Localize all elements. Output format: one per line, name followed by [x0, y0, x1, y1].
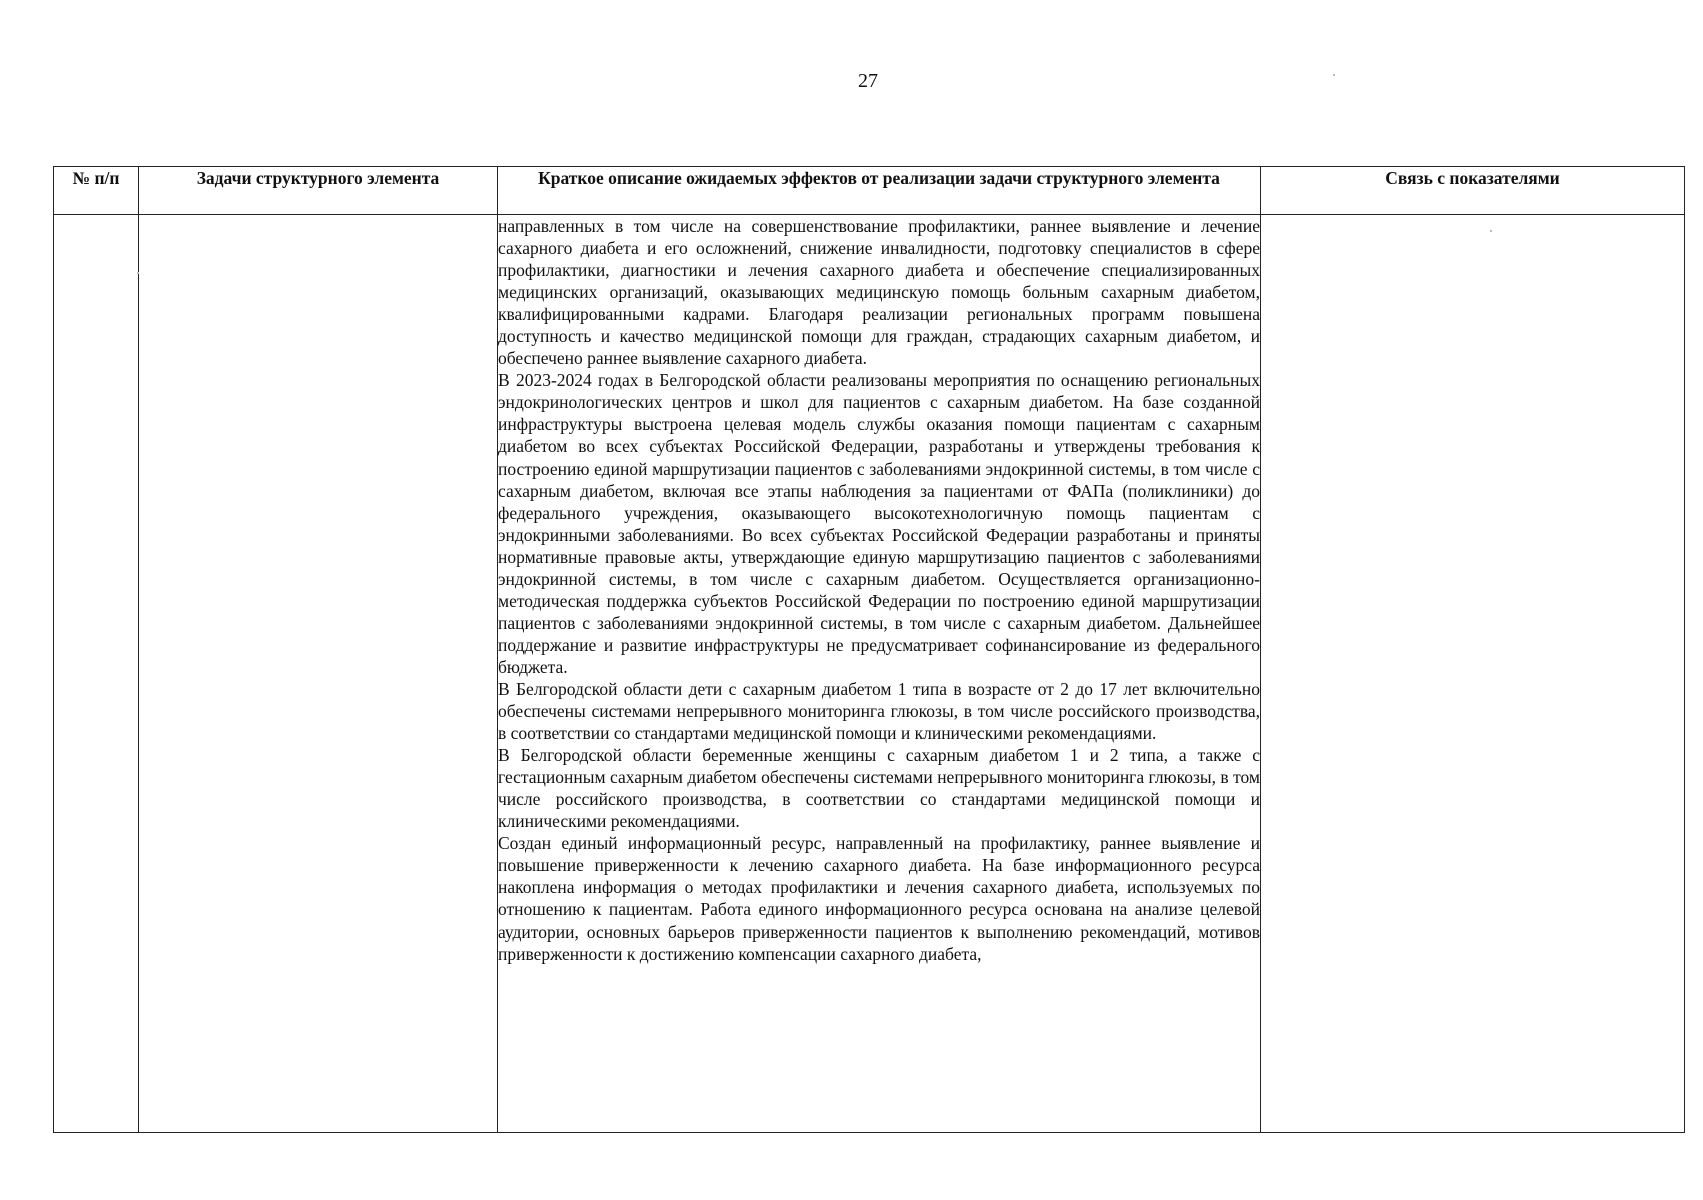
page-number: 27	[858, 70, 878, 92]
header-tasks: Задачи структурного элемента	[139, 167, 498, 215]
header-effects: Краткое описание ожидаемых эффектов от реализации задачи структурного элемента	[498, 167, 1261, 215]
scan-speck	[137, 272, 139, 274]
effects-paragraph: В Белгородской области беременные женщины с сахарным диабетом 1 и 2 типа, а также с гестационным сахарным диабетом обеспечены системами непрерывного мониторинга глюкозы, в том числе российского производства, в соответствии со стандартами медицинской помощи и клиническими рекомендациями.	[498, 745, 1260, 832]
structural-element-table	[53, 166, 1685, 1133]
scan-speck	[1490, 230, 1492, 232]
cell-indicators	[1261, 215, 1685, 1133]
table-row	[54, 215, 1685, 1133]
cell-number	[54, 215, 139, 1133]
cell-effects-description	[498, 215, 1261, 1133]
effects-paragraph: В 2023-2024 годах в Белгородской области реализованы мероприятия по оснащению региональных эндокринологических центров и школ для пациентов с сахарным диабетом. На базе созданной инфраструктуры выстроена целевая модель службы оказания помощи пациентам с сахарным диабетом во всех субъектах Российской Федерации, разработаны и утверждены требования к построению единой маршрутизации пациентов с заболеваниями эндокринной системы, в том числе с сахарным диабетом, включая все этапы наблюдения за пациентами от ФАПа (поликлиники) до федерального учреждения, оказывающего высокотехнологичную помощь пациентам с эндокринными заболеваниями. Во всех субъектах Российской Федерации разработаны и приняты нормативные правовые акты, утверждающие единую маршрутизацию пациентов с заболеваниями эндокринной системы, в том числе с сахарным диабетом. Осуществляется организационно-методическая поддержка субъектов Российской Федерации по построению единой маршрутизации пациентов с заболеваниями эндокринной системы, в том числе с сахарным диабетом. Дальнейшее поддержание и развитие инфраструктуры не предусматривает софинансирование из федерального бюджета.	[498, 370, 1260, 677]
scan-speck	[1333, 74, 1335, 76]
effects-paragraph: направленных в том числе на совершенствование профилактики, раннее выявление и лечение сахарного диабета и его осложнений, снижение инвалидности, подготовку специалистов в сфере профилактики, диагностики и лечения сахарного диабета и обеспечение специализированных медицинских организаций, оказывающих медицинскую помощь больным сахарным диабетом, квалифицированными кадрами. Благодаря реализации региональных программ повышена доступность и качество медицинской помощи для граждан, страдающих сахарным диабетом, и обеспечено раннее выявление сахарного диабета.	[498, 216, 1260, 369]
table-header-row	[54, 167, 1685, 215]
header-indicators: Связь с показателями	[1261, 167, 1685, 215]
effects-paragraph: Создан единый информационный ресурс, направленный на профилактику, раннее выявление и повышение приверженности к лечению сахарного диабета. На базе информационного ресурса накоплена информация о методах профилактики и лечения сахарного диабета, используемых по отношению к пациентам. Работа единого информационного ресурса основана на анализе целевой аудитории, основных барьеров приверженности пациентов к выполнению рекомендаций, мотивов приверженности к достижению компенсации сахарного диабета,	[498, 833, 1260, 964]
cell-task	[139, 215, 498, 1133]
effects-paragraph: В Белгородской области дети с сахарным диабетом 1 типа в возрасте от 2 до 17 лет включительно обеспечены системами непрерывного мониторинга глюкозы, в том числе российского производства, в соответствии со стандартами медицинской помощи и клиническими рекомендациями.	[498, 678, 1260, 744]
header-number: № п/п	[54, 167, 139, 215]
